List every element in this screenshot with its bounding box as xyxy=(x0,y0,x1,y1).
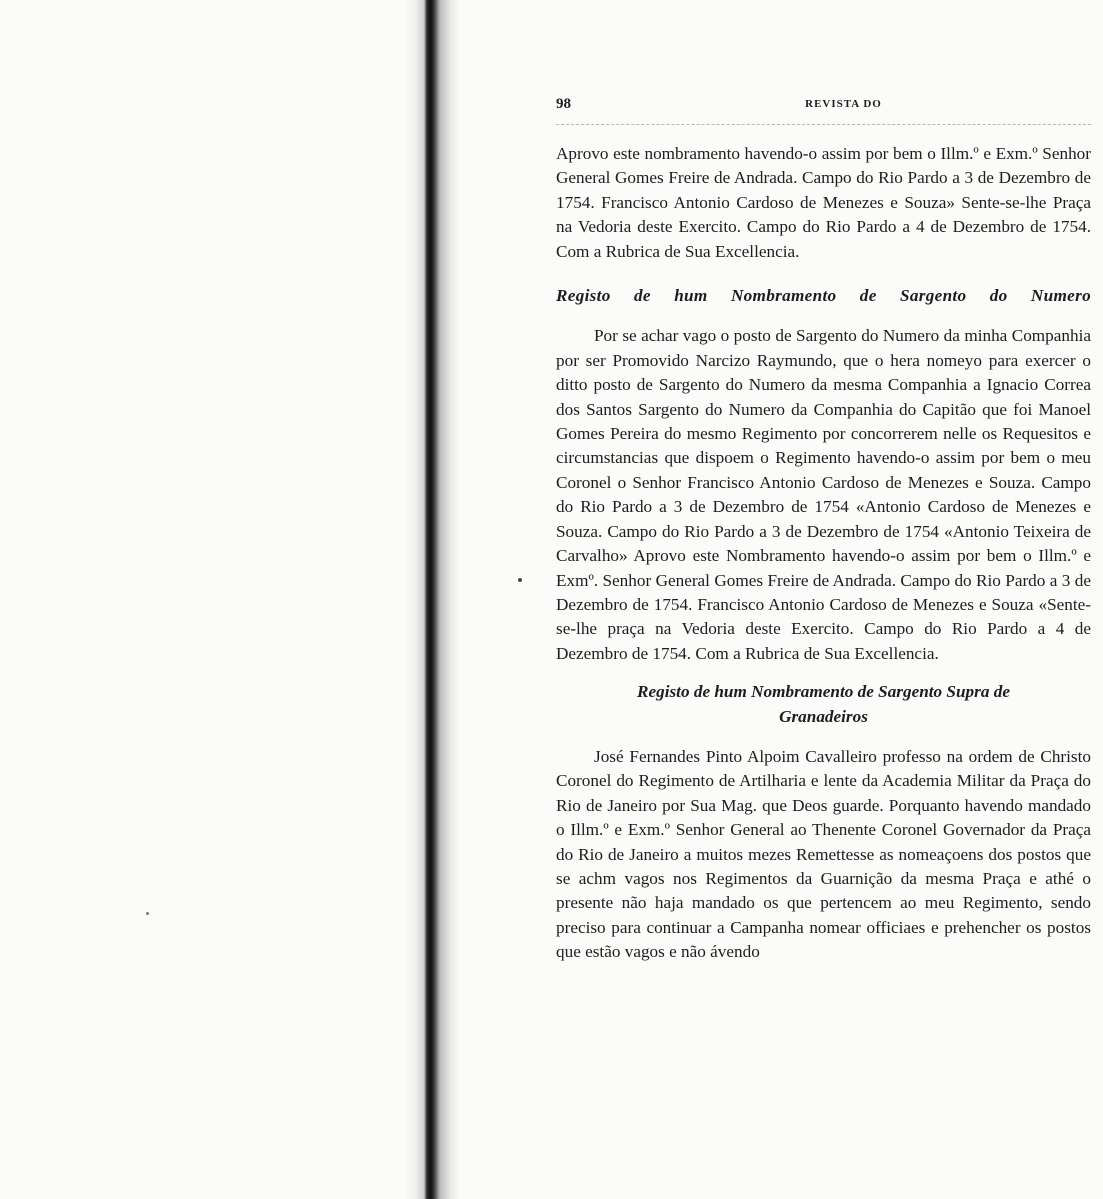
section-heading-line: Granadeiros xyxy=(779,706,868,726)
running-head: REVISTA DO xyxy=(805,98,882,110)
page-number: 98 xyxy=(556,96,571,112)
page-header xyxy=(556,96,1091,120)
scan-speck xyxy=(146,912,149,915)
paragraph: Por se achar vago o posto de Sargento do Numero da minha Companhia por ser Promovido Narcizo Raymundo, que o hera nomeyo para exercer o ditto posto de Sargento do Numero da mesma Companhia a Ignacio Correa dos Santos Sargento do Numero da Companhia do Capitão que foi Manoel Gomes Pereira do mesmo Regimento por concorrerem nelle os Requesitos e circumstancias que dispoem o Regimento havendo-o assim por bem o meu Coronel o Senhor Francisco Antonio Cardoso de Menezes e Souza. Campo do Rio Pardo a 3 de Dezembro de 1754 «Antonio Cardoso de Menezes e Souza. Campo do Rio Pardo a 3 de Dezembro de 1754 «Antonio Teixeira de Carvalho» Aprovo este Nombramento havendo-o assim por bem o Illm.º e Exmº. Senhor General Gomes Freire de Andrada. Campo do Rio Pardo a 3 de Dezembro de 1754. Francisco Antonio Cardoso de Menezes e Souza «Sente-se-lhe praça na Vedoria deste Exercito. Campo do Rio Pardo a 4 de Dezembro de 1754. Com a Rubrica de Sua Excellencia. xyxy=(556,326,1091,663)
book-gutter xyxy=(404,0,460,1199)
section-heading-line: Registo de hum Nombramento de Sargento Supra de xyxy=(637,682,1010,702)
header-rule xyxy=(556,124,1091,125)
paragraph: José Fernandes Pinto Alpoim Cavalleiro professo na ordem de Christo Coronel do Regimento de Artilharia e lente da Academia Militar da Praça do Rio de Janeiro por Sua Mag. que Deos guarde. Porquanto havendo mandado o Illm.º e Exm.º Senhor General ao Thenente Coronel Governador da Praça do Rio de Janeiro a muitos mezes Remettesse as nomeaçoens dos postos que se achm vagos nos Regimentos da Guarnição da mesma Praça e athé o presente não haja mandado os que pertencem ao meu Regimento, sendo preciso para continuar a Campanha nomear officiaes e prehencher os postos que estão vagos e não ávendo xyxy=(556,746,1091,962)
section-heading xyxy=(556,680,1091,729)
paragraph: Aprovo este nombramento havendo-o assim por bem o Illm.º e Exm.º Senhor General Gomes Freire de Andrada. Campo do Rio Pardo a 3 de Dezembro de 1754. Francisco Antonio Cardoso de Menezes e Souza» Sente-se-lhe Praça na Vedoria deste Exercito. Campo do Rio Pardo a 4 de Dezembro de 1754. Com a Rubrica de Sua Excellencia. xyxy=(556,144,1091,261)
section-heading: Registo de hum Nombramento de Sargento do Numero xyxy=(556,286,1091,306)
page-body xyxy=(556,142,1091,965)
scan-speck xyxy=(518,578,522,582)
